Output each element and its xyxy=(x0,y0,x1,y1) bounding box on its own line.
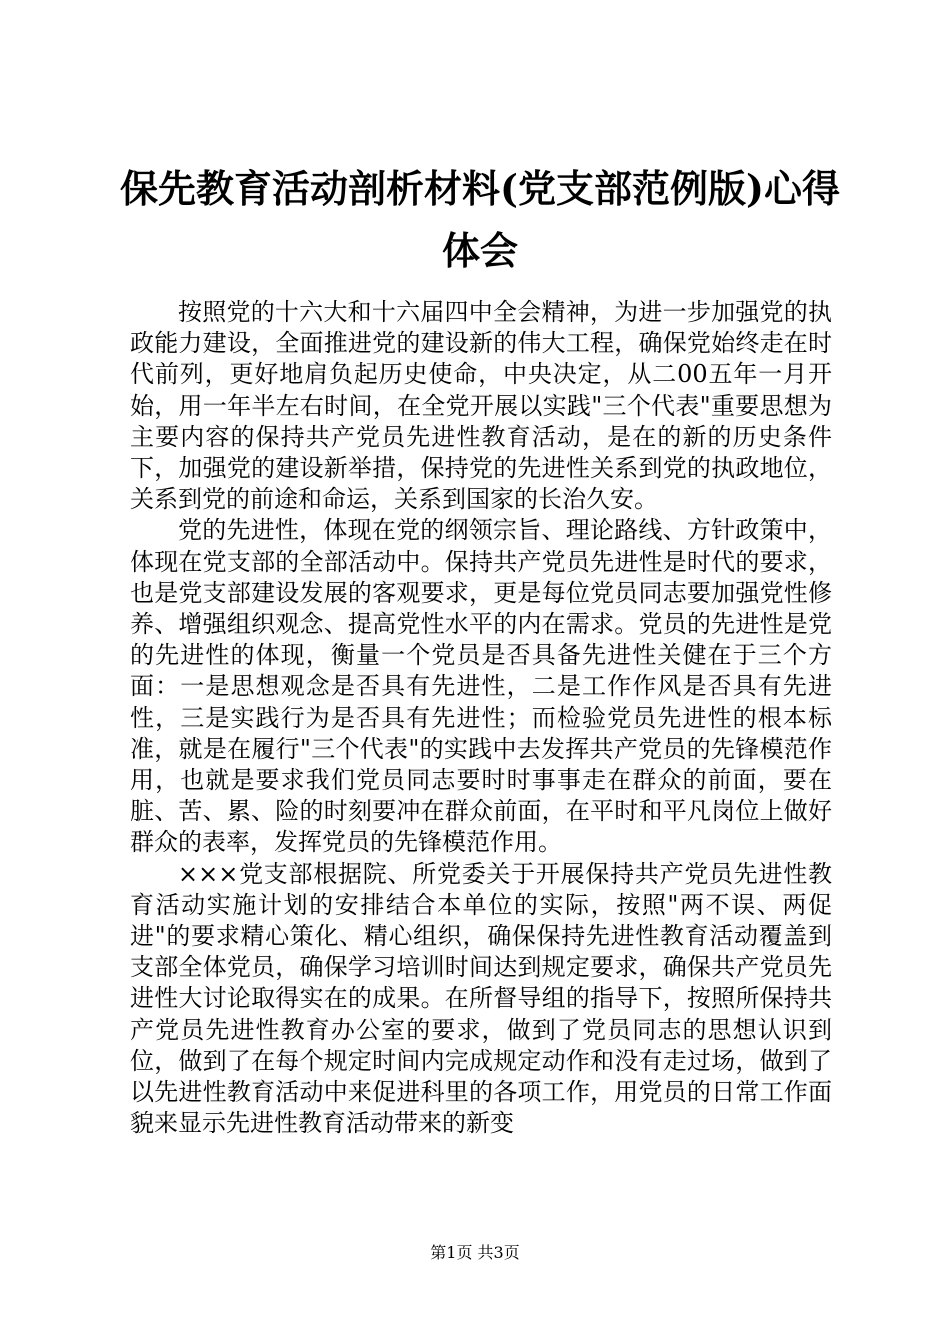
body-paragraph: ×××党支部根据院、所党委关于开展保持共产党员先进性教育活动实施计划的安排结合本单位的实际，按照"两不误、两促进"的要求精心策化、精心组织，确保保持先进性教育活动覆盖到支部全体党员，确保学习培训时间达到规定要求，确保共产党员先进性大讨论取得实在的成果。在所督导组的指导下，按照所保持共产党员先进性教育办公室的要求，做到了党员同志的思想认识到位，做到了在每个规定时间内完成规定动作和没有走过场，做到了以先进性教育活动中来促进科里的各项工作，用党员的日常工作面貌来显示先进性教育活动带来的新变 xyxy=(130,859,832,1138)
body-paragraph: 按照党的十六大和十六届四中全会精神，为进一步加强党的执政能力建设，全面推进党的建设新的伟大工程，确保党始终走在时代前列，更好地肩负起历史使命，中央决定，从二00五年一月开始，用一年半左右时间，在全党开展以实践"三个代表"重要思想为主要内容的保持共产党员先进性教育活动，是在的新的历史条件下，加强党的建设新举措，保持党的先进性关系到党的执政地位，关系到党的前途和命运，关系到国家的长治久安。 xyxy=(130,298,832,514)
document-body xyxy=(130,297,832,1139)
document-title: 保先教育活动剖析材料(党支部范例版)心得体会 xyxy=(120,166,840,273)
page-footer xyxy=(0,1243,950,1263)
page-number: 第1页 共3页 xyxy=(430,1243,520,1262)
body-paragraph: 党的先进性，体现在党的纲领宗旨、理论路线、方针政策中，体现在党支部的全部活动中。保持共产党员先进性是时代的要求，也是党支部建设发展的客观要求，更是每位党员同志要加强党性修养、增强组织观念、提高党性水平的内在需求。党员的先进性是党的先进性的体现，衡量一个党员是否具备先进性关健在于三个方面：一是思想观念是否具有先进性，二是工作作风是否具有先进性，三是实践行为是否具有先进性；而检验党员先进性的根本标准，就是在履行"三个代表"的实践中去发挥共产党员的先锋模范作用，也就是要求我们党员同志要时时事事走在群众的前面，要在脏、苦、累、险的时刻要冲在群众前面，在平时和平凡岗位上做好群众的表率，发挥党员的先锋模范作用。 xyxy=(130,516,832,857)
